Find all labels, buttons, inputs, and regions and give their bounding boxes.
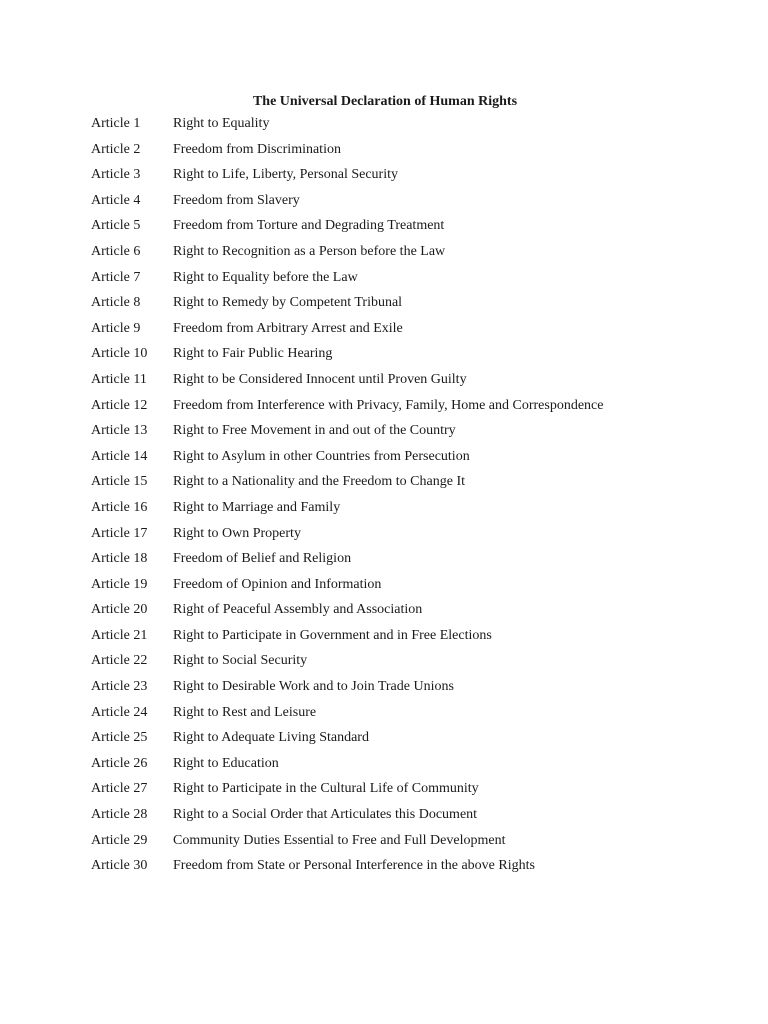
article-row bbox=[91, 294, 604, 320]
article-row bbox=[91, 269, 604, 295]
article-row bbox=[91, 525, 604, 551]
article-right-title: Right to Marriage and Family bbox=[173, 499, 341, 515]
article-right-title: Right to Adequate Living Standard bbox=[173, 730, 369, 746]
article-number: Article 27 bbox=[91, 781, 148, 797]
article-right-title: Freedom of Opinion and Information bbox=[173, 576, 382, 592]
article-number: Article 30 bbox=[91, 858, 148, 874]
article-right-title: Right to Remedy by Competent Tribunal bbox=[173, 295, 403, 311]
article-number: Article 26 bbox=[91, 755, 148, 771]
article-row bbox=[91, 652, 604, 678]
article-row bbox=[91, 192, 604, 218]
article-number: Article 13 bbox=[91, 423, 148, 439]
article-row bbox=[91, 576, 604, 602]
article-number: Article 22 bbox=[91, 653, 148, 669]
article-right-title: Right to a Social Order that Articulates this Document bbox=[173, 807, 478, 823]
article-right-title: Freedom from Interference with Privacy, Family, Home and Correspondence bbox=[173, 397, 604, 413]
article-right-title: Right to Asylum in other Countries from Persecution bbox=[173, 448, 470, 464]
article-right-title: Right to Rest and Leisure bbox=[173, 704, 317, 720]
article-number: Article 16 bbox=[91, 499, 148, 515]
article-number: Article 29 bbox=[91, 832, 148, 848]
article-right-title: Right to Participate in the Cultural Life of Community bbox=[173, 781, 479, 797]
article-number: Article 3 bbox=[91, 167, 141, 183]
article-row bbox=[91, 857, 604, 883]
document-title: The Universal Declaration of Human Rights bbox=[252, 94, 518, 109]
article-number: Article 1 bbox=[91, 116, 141, 131]
article-number: Article 15 bbox=[91, 474, 148, 490]
article-row bbox=[91, 499, 604, 525]
article-right-title: Right to Own Property bbox=[173, 525, 301, 541]
article-row bbox=[91, 397, 604, 423]
article-number: Article 24 bbox=[91, 704, 148, 720]
article-number: Article 10 bbox=[91, 346, 148, 362]
article-number: Article 8 bbox=[91, 295, 141, 311]
article-right-title: Right to Social Security bbox=[173, 653, 308, 669]
article-right-title: Right to Participate in Government and in Free Elections bbox=[173, 627, 492, 643]
article-right-title: Right to Education bbox=[173, 755, 279, 771]
article-right-title: Right to Recognition as a Person before the Law bbox=[173, 243, 446, 259]
article-row bbox=[91, 832, 604, 858]
article-right-title: Freedom from State or Personal Interference in the above Rights bbox=[173, 858, 535, 874]
article-number: Article 28 bbox=[91, 807, 148, 823]
article-list bbox=[91, 115, 604, 883]
article-number: Article 23 bbox=[91, 679, 148, 695]
article-row bbox=[91, 217, 604, 243]
article-number: Article 21 bbox=[91, 627, 148, 643]
article-row bbox=[91, 678, 604, 704]
article-number: Article 19 bbox=[91, 576, 148, 592]
article-row bbox=[91, 345, 604, 371]
article-row bbox=[91, 806, 604, 832]
article-number: Article 9 bbox=[91, 320, 141, 336]
article-number: Article 11 bbox=[91, 371, 147, 387]
article-right-title: Right of Peaceful Assembly and Association bbox=[173, 602, 423, 618]
article-right-title: Right to Free Movement in and out of the Country bbox=[173, 423, 456, 439]
article-number: Article 7 bbox=[91, 269, 141, 285]
article-right-title: Right to Life, Liberty, Personal Security bbox=[173, 167, 398, 183]
article-number: Article 6 bbox=[91, 243, 141, 259]
article-row bbox=[91, 422, 604, 448]
article-right-title: Right to Fair Public Hearing bbox=[173, 346, 333, 362]
article-row bbox=[91, 704, 604, 730]
article-right-title: Freedom of Belief and Religion bbox=[173, 551, 352, 567]
article-right-title: Right to Equality bbox=[173, 116, 270, 131]
article-row bbox=[91, 627, 604, 653]
article-row bbox=[91, 755, 604, 781]
article-row bbox=[91, 473, 604, 499]
article-number: Article 17 bbox=[91, 525, 148, 541]
article-row bbox=[91, 166, 604, 192]
article-number: Article 4 bbox=[91, 192, 141, 208]
article-row bbox=[91, 601, 604, 627]
article-right-title: Community Duties Essential to Free and Full Development bbox=[173, 832, 506, 848]
article-number: Article 12 bbox=[91, 397, 148, 413]
article-row bbox=[91, 780, 604, 806]
article-number: Article 14 bbox=[91, 448, 148, 464]
article-right-title: Right to Equality before the Law bbox=[173, 269, 358, 285]
article-row bbox=[91, 729, 604, 755]
article-right-title: Right to Desirable Work and to Join Trade Unions bbox=[173, 679, 454, 695]
article-number: Article 2 bbox=[91, 141, 141, 157]
article-number: Article 18 bbox=[91, 551, 148, 567]
article-right-title: Right to be Considered Innocent until Proven Guilty bbox=[173, 371, 467, 387]
article-number: Article 25 bbox=[91, 730, 148, 746]
article-number: Article 5 bbox=[91, 218, 141, 234]
article-row bbox=[91, 371, 604, 397]
article-row bbox=[91, 115, 604, 141]
article-row bbox=[91, 320, 604, 346]
article-row bbox=[91, 448, 604, 474]
article-row bbox=[91, 550, 604, 576]
article-number: Article 20 bbox=[91, 602, 148, 618]
article-row bbox=[91, 141, 604, 167]
article-right-title: Freedom from Arbitrary Arrest and Exile bbox=[173, 320, 403, 336]
article-row bbox=[91, 243, 604, 269]
article-right-title: Right to a Nationality and the Freedom to Change It bbox=[173, 474, 465, 490]
article-right-title: Freedom from Discrimination bbox=[173, 141, 341, 157]
article-right-title: Freedom from Slavery bbox=[173, 192, 300, 208]
article-right-title: Freedom from Torture and Degrading Treatment bbox=[173, 218, 445, 234]
